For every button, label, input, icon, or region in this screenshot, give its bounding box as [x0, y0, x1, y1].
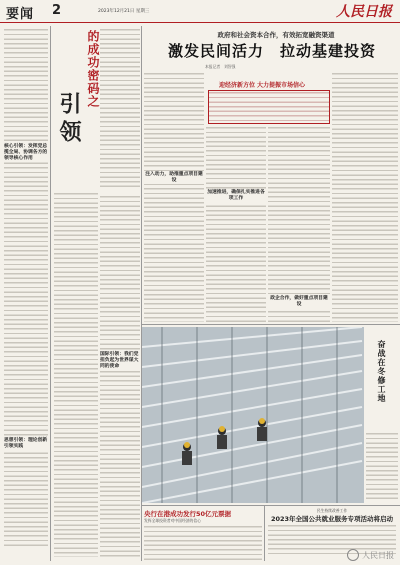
- feature-vertical-title: 的成功密码之: [86, 30, 100, 108]
- text-block-col3-top: [100, 28, 140, 188]
- column-divider: [264, 506, 265, 561]
- section-divider: [142, 324, 400, 325]
- main-story-col3: [268, 126, 330, 322]
- issue-date: 2023年12月21日 星期三: [98, 9, 150, 14]
- main-story-col1: [144, 72, 204, 322]
- main-subhead-1: 注入动力，助推重点项目建设: [145, 172, 203, 183]
- feature-kicker: 引领: [56, 92, 82, 148]
- main-story-col4: [332, 72, 398, 322]
- page-number: 2: [52, 3, 62, 18]
- bottom-right-title: 2023年全国公共就业服务专项活动将启动: [270, 515, 394, 523]
- text-block-col3-bottom: [100, 195, 140, 557]
- masthead-logo: 人民日报: [336, 4, 392, 20]
- watermark: [347, 549, 394, 561]
- construction-photo: [142, 327, 400, 503]
- main-subhead-2: 加速推进，确保扎实推进各项工作: [207, 190, 265, 201]
- subhead-international: 国际引领：我们党担负起为世界谋大同的使命: [100, 352, 139, 369]
- main-subhead-3: 政企合作，做好重点项目建设: [268, 296, 330, 308]
- text-block-col2: [54, 192, 98, 557]
- sidebar-text: [366, 432, 398, 502]
- bottom-right-kicker: 民生持续改善工作: [316, 508, 348, 513]
- wechat-icon: [347, 549, 359, 561]
- watermark-label: 人民日报: [362, 550, 394, 560]
- section-title: 要闻: [6, 7, 35, 22]
- main-story-col2: [206, 126, 266, 322]
- bottom-left-body: [144, 525, 262, 560]
- main-story-title: 激发民间活力 拉动基建投资: [167, 42, 376, 60]
- text-block-col1: [4, 28, 48, 548]
- subhead-thought-leadership: 思想引领：理论创新引领实践: [4, 438, 48, 449]
- bottom-left-title: 央行在港成功发行50亿元票据: [144, 510, 232, 518]
- main-story-banner: 迎经济新方位 大力提振市场信心: [218, 82, 306, 89]
- sidebar-vertical-title: 奋战在冬修工地: [377, 340, 386, 403]
- subhead-core-leadership: 核心引领：发挥党总揽全局、协调各方的领导核心作用: [4, 144, 48, 161]
- main-story-kicker: 政府和社会资本合作，有效拓宽融资渠道: [217, 31, 335, 39]
- banner-box: [208, 90, 330, 124]
- main-story-byline: 本报记者 刘智强: [205, 64, 236, 69]
- bottom-left-subtitle: 发挥全球投资者对中国经济的信心: [144, 518, 201, 523]
- column-divider: [50, 26, 51, 561]
- section-divider: [142, 505, 400, 506]
